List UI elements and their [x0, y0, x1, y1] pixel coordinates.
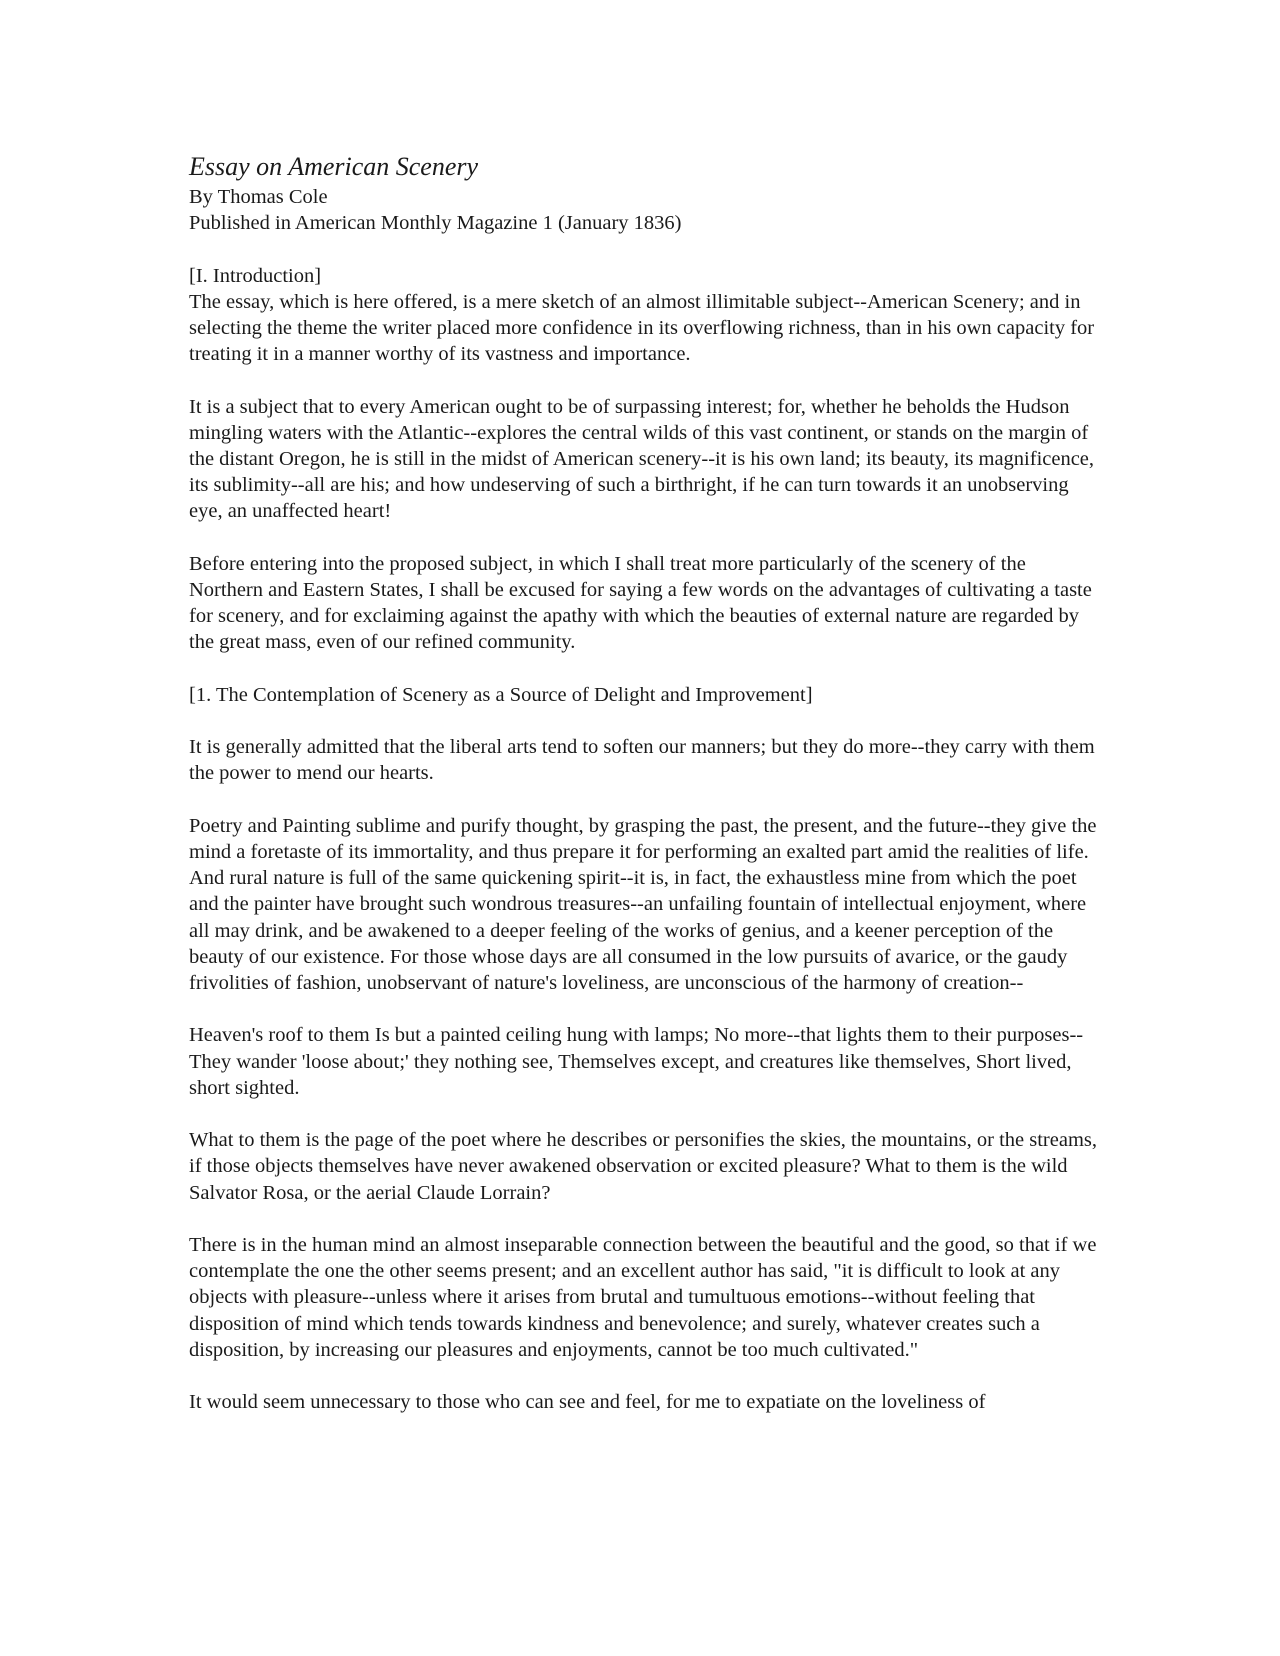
section-heading-introduction: [I. Introduction]: [189, 264, 322, 287]
publication-line: Published in American Monthly Magazine 1 (January 1836): [189, 212, 682, 235]
document-title: Essay on American Scenery: [189, 152, 479, 181]
section-heading-contemplation: [1. The Contemplation of Scenery as a Source of Delight and Improvement]: [189, 683, 813, 706]
paragraph: There is in the human mind an almost inseparable connection between the beautiful and the good, so that if we contemplate the one the other seems present; and an excellent author has said, "it is difficult to look at any objects with pleasure--unless where it arises from brutal and tumultuous emotions--without feeling that disposition of mind which tends towards kindness and benevolence; and surely, whatever creates such a disposition, by increasing our pleasures and enjoyments, cannot be too much cultivated.": [189, 1233, 1097, 1361]
paragraph: The essay, which is here offered, is a mere sketch of an almost illimitable subject--American Scenery; and in selecting the theme the writer placed more confidence in its overflowing richness, than in his own capacity for treating it in a manner worthy of its vastness and importance.: [189, 290, 1095, 366]
paragraph: Before entering into the proposed subject, in which I shall treat more particularly of the scenery of the Northern and Eastern States, I shall be excused for saying a few words on the advantages of cultivating a taste for scenery, and for exclaiming against the apathy with which the beauties of external nature are regarded by the great mass, even of our refined community.: [189, 552, 1092, 654]
verse-quotation: Heaven's roof to them Is but a painted ceiling hung with lamps; No more--that lights them to their purposes-- They wander 'loose about;' they nothing see, Themselves except, and creatures like themselves, Short lived, short sighted.: [189, 1024, 1084, 1099]
paragraph: It is generally admitted that the liberal arts tend to soften our manners; but they do more--they carry with them the power to mend our hearts.: [189, 736, 1095, 785]
paragraph: Poetry and Painting sublime and purify thought, by grasping the past, the present, and the future--they give the mind a foretaste of its immortality, and thus prepare it for performing an exalted part amid the realities of life. And rural nature is full of the same quickening spirit--it is, in fact, the exhaustless mine from which the poet and the painter have brought such wondrous treasures--an unfailing fountain of intellectual enjoyment, where all may drink, and be awakened to a deeper feeling of the works of genius, and a keener perception of the beauty of our existence. For those whose days are all consumed in the low pursuits of avarice, or the gaudy frivolities of fashion, unobservant of nature's loveliness, are unconscious of the harmony of creation--: [189, 814, 1097, 994]
paragraph: It is a subject that to every American ought to be of surpassing interest; for, whether he beholds the Hudson mingling waters with the Atlantic--explores the central wilds of this vast continent, or stands on the margin of the distant Oregon, he is still in the midst of American scenery--it is his own land; its beauty, its magnificence, its sublimity--all are his; and how undeserving of such a birthright, if he can turn towards it an unobserving eye, an unaffected heart!: [189, 395, 1095, 523]
paragraph: What to them is the page of the poet where he describes or personifies the skies, the mountains, or the streams, if those objects themselves have never awakened observation or excited pleasure? What to them is the wild Salvator Rosa, or the aerial Claude Lorrain?: [189, 1129, 1098, 1204]
paragraph: It would seem unnecessary to those who can see and feel, for me to expatiate on the loveliness of: [189, 1391, 986, 1414]
document-page: [189, 150, 1099, 1442]
author-line: By Thomas Cole: [189, 186, 328, 208]
